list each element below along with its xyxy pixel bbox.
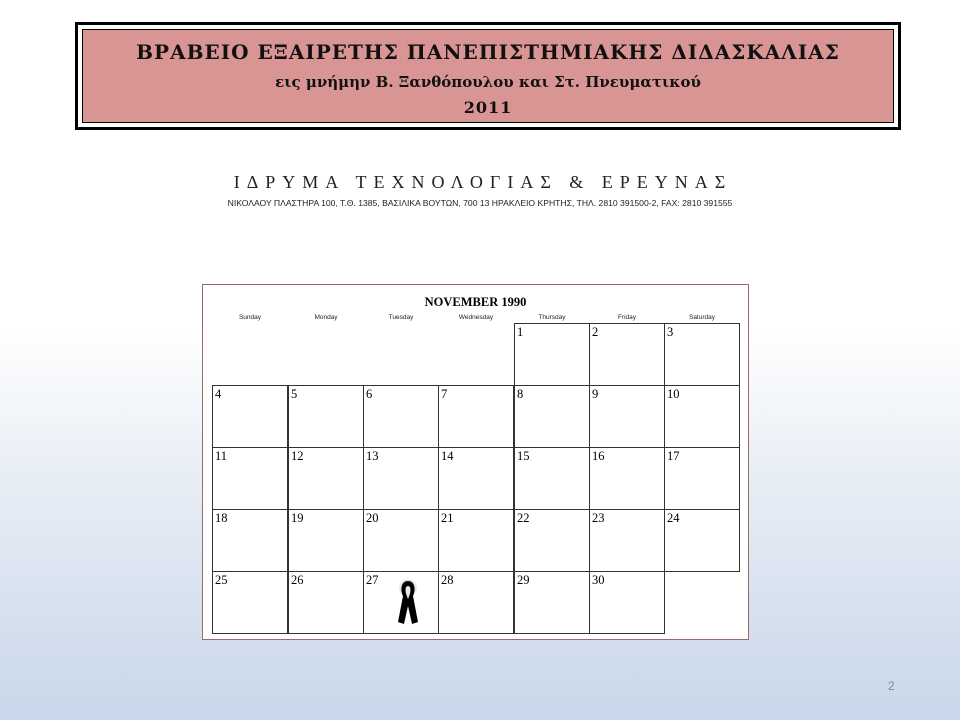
day-number: 16 [592, 449, 605, 463]
calendar-day-cell [438, 447, 514, 510]
day-number: 22 [517, 511, 530, 525]
day-number: 9 [592, 387, 599, 401]
calendar-day-cell [363, 509, 439, 572]
day-number: 20 [366, 511, 379, 525]
day-number: 13 [366, 449, 379, 463]
day-number: 1 [517, 325, 524, 339]
day-number: 7 [441, 387, 448, 401]
calendar-day-cell [288, 385, 364, 448]
calendar-day-cell [438, 509, 514, 572]
calendar-day-cell [514, 447, 590, 510]
calendar-day-cell [664, 385, 740, 448]
day-number: 27 [366, 573, 379, 587]
day-number: 28 [441, 573, 454, 587]
calendar-day-cell [514, 385, 590, 448]
calendar-day-cell [438, 571, 514, 634]
calendar-day-cell [438, 385, 514, 448]
calendar-day-cell [514, 323, 590, 386]
black-ribbon-icon [394, 578, 422, 626]
calendar-day-cell [664, 447, 740, 510]
weekday-label: Wednesday [458, 314, 494, 321]
calendar-day-cell [288, 571, 364, 634]
weekday-label: Tuesday [388, 314, 414, 321]
weekday-label: Sunday [238, 314, 262, 321]
day-number: 4 [215, 387, 222, 401]
banner-year: 2011 [463, 98, 513, 117]
calendar-day-cell [589, 509, 665, 572]
day-number: 23 [592, 511, 605, 525]
page-number: 2 [888, 679, 895, 693]
institution-name: ΙΔΡΥΜΑ ΤΕΧΝΟΛΟΓΙΑΣ & ΕΡΕΥΝΑΣ [233, 172, 733, 192]
day-number: 11 [215, 449, 228, 463]
day-number: 26 [291, 573, 304, 587]
award-banner [75, 22, 901, 130]
day-number: 29 [517, 573, 530, 587]
banner-title: ΒΡΑΒΕΙΟ ΕΞΑΙΡΕΤΗΣ ΠΑΝΕΠΙΣΤΗΜΙΑΚΗΣ ΔΙΔΑΣΚΑΛΙΑΣ [136, 40, 840, 64]
day-number: 8 [517, 387, 524, 401]
calendar-day-cell [288, 447, 364, 510]
day-number: 12 [291, 449, 304, 463]
weekday-label: Friday [617, 314, 637, 321]
day-number: 30 [592, 573, 605, 587]
calendar-day-cell [664, 323, 740, 386]
day-number: 24 [667, 511, 680, 525]
calendar-day-cell [589, 323, 665, 386]
day-number: 10 [667, 387, 680, 401]
day-number: 6 [366, 387, 373, 401]
weekday-label: Thursday [538, 314, 566, 321]
calendar-day-cell [288, 509, 364, 572]
calendar-day-cell [363, 447, 439, 510]
calendar-day-cell [514, 509, 590, 572]
calendar-day-cell [589, 571, 665, 634]
calendar-day-cell [212, 385, 288, 448]
day-number: 14 [441, 449, 454, 463]
banner-subtitle: εις μνήμην Β. Ξανθόπουλου και Στ. Πνευματικού [275, 73, 701, 91]
calendar-day-cell [664, 509, 740, 572]
calendar-day-cell [212, 447, 288, 510]
day-number: 15 [517, 449, 530, 463]
weekday-label: Monday [314, 314, 338, 321]
calendar-title: NOVEMBER 1990 [424, 295, 527, 309]
calendar-day-cell [363, 571, 439, 634]
day-number: 5 [291, 387, 298, 401]
award-banner-panel [82, 29, 894, 123]
day-number: 25 [215, 573, 228, 587]
day-number: 2 [592, 325, 599, 339]
day-number: 17 [667, 449, 680, 463]
day-number: 3 [667, 325, 674, 339]
calendar-day-cell [212, 571, 288, 634]
calendar-day-cell [212, 509, 288, 572]
institution-address: ΝΙΚΟΛΑΟΥ ΠΛΑΣΤΗΡΑ 100, Τ.Θ. 1385, ΒΑΣΙΛΙΚΑ ΒΟΥΤΩΝ, 700 13 ΗΡΑΚΛΕΙΟ ΚΡΗΤΗΣ, ΤΗΛ. 2810 391500-2, FAX: 2810 391555 [227, 198, 733, 208]
calendar-day-cell [589, 447, 665, 510]
day-number: 19 [291, 511, 304, 525]
calendar-day-cell [363, 385, 439, 448]
calendar [202, 284, 749, 640]
calendar-day-cell [514, 571, 590, 634]
weekday-label: Saturday [688, 314, 716, 321]
calendar-day-cell [589, 385, 665, 448]
day-number: 18 [215, 511, 228, 525]
day-number: 21 [441, 511, 454, 525]
